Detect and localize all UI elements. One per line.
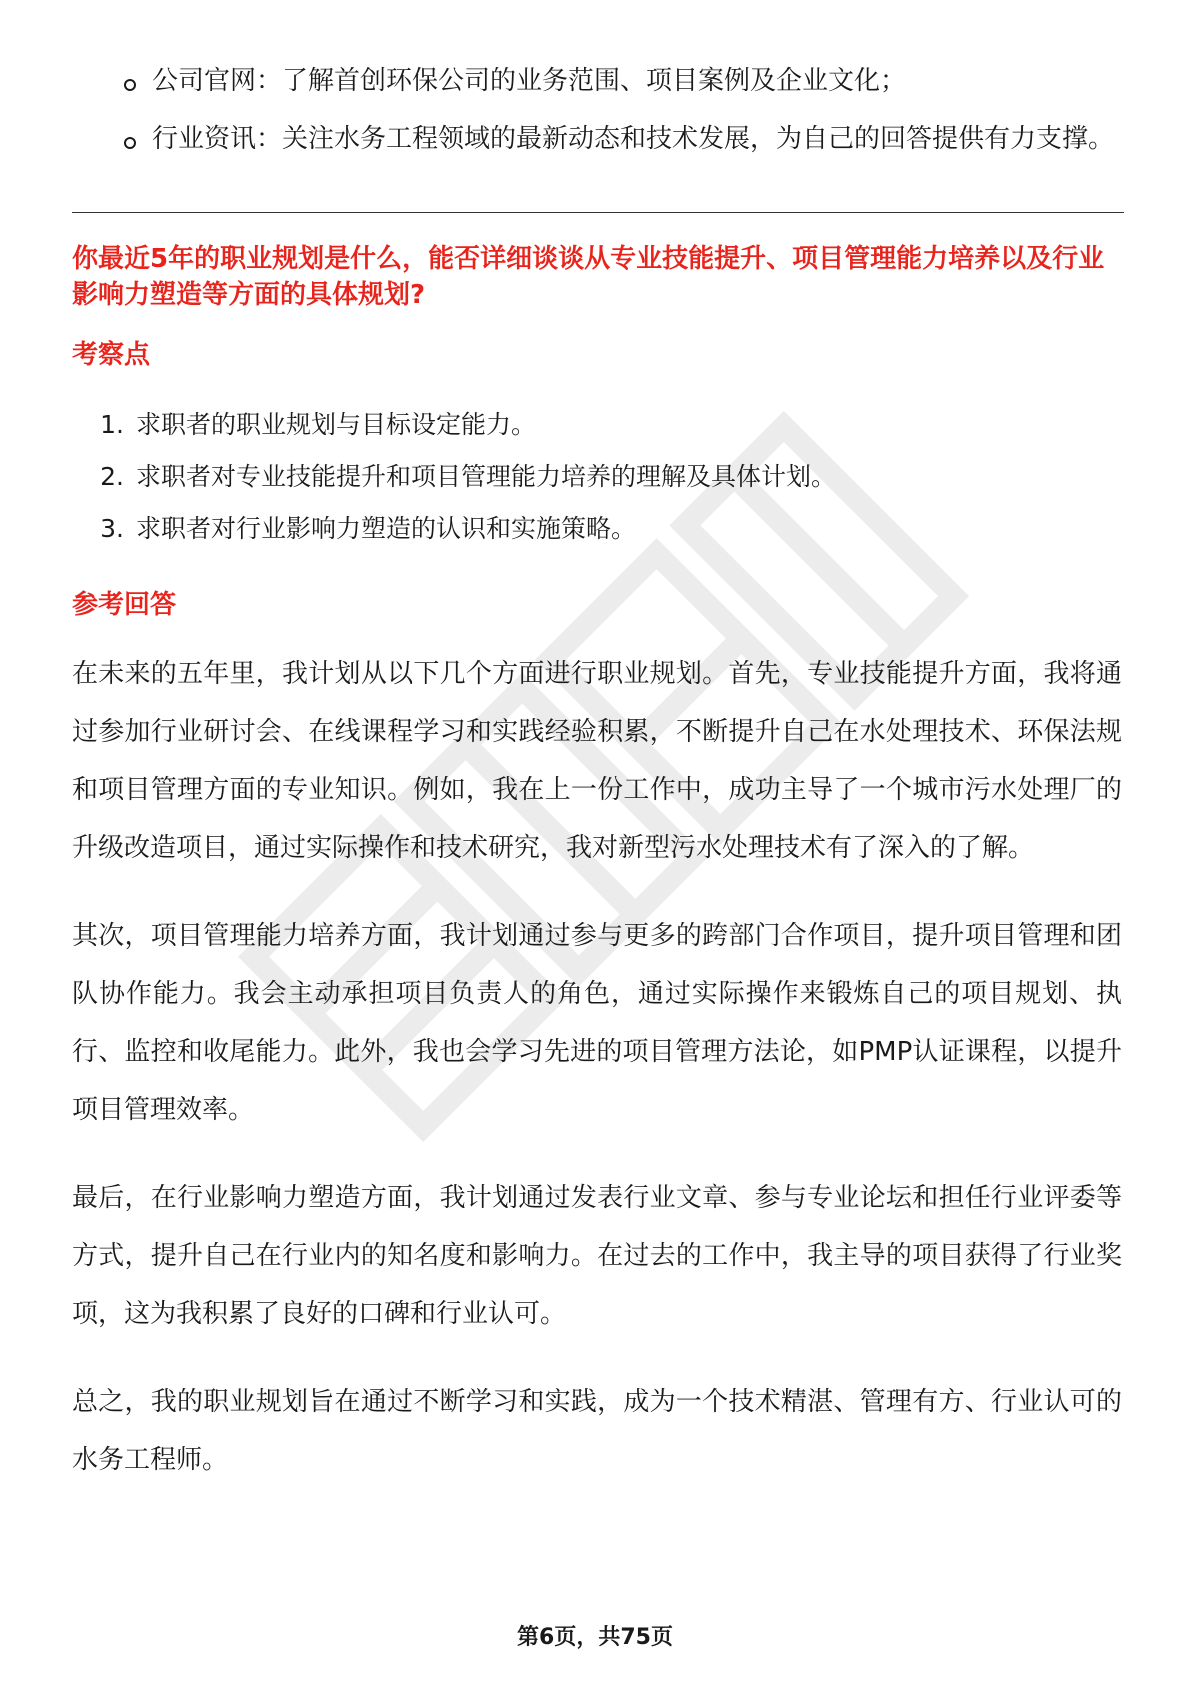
list-item-text: 公司官网：了解首创环保公司的业务范围、项目案例及企业文化；	[152, 66, 907, 96]
hollow-circle-bullet-icon	[124, 79, 136, 91]
answer-paragraph: 总之，我的职业规划旨在通过不断学习和实践，成为一个技术精湛、管理有方、行业认可的水务工程师。	[72, 1387, 1122, 1475]
list-item-text: 行业资讯：关注水务工程领域的最新动态和技术发展，为自己的回答提供有力支撑。	[152, 124, 1115, 154]
answer-paragraph: 在未来的五年里，我计划从以下几个方面进行职业规划。首先，专业技能提升方面，我将通过参加行业研讨会、在线课程学习和实践经验积累，不断提升自己在水处理技术、环保法规和项目管理方面的专业知识。例如，我在上一份工作中，成功主导了一个城市污水处理厂的升级改造项目，通过实际操作和技术研究，我对新型污水处理技术有了深入的了解。	[72, 659, 1122, 863]
section-divider	[72, 212, 1124, 213]
list-item	[72, 399, 1122, 451]
list-item-text: 求职者对专业技能提升和项目管理能力培养的理解及具体计划。	[136, 462, 837, 491]
list-item	[72, 503, 1122, 555]
focus-heading: 考察点	[72, 340, 151, 370]
page-content	[72, 52, 1122, 1489]
answer-paragraph: 最后，在行业影响力塑造方面，我计划通过发表行业文章、参与专业论坛和担任行业评委等方式，提升自己在行业内的知名度和影响力。在过去的工作中，我主导的项目获得了行业奖项，这为我积累了良好的口碑和行业认可。	[72, 1183, 1122, 1329]
resource-list	[72, 52, 1122, 168]
answer-heading: 参考回答	[72, 590, 177, 620]
list-item	[152, 52, 1122, 110]
page-number: 第6页，共75页	[517, 1625, 673, 1650]
hollow-circle-bullet-icon	[124, 137, 136, 149]
list-item-text: 求职者的职业规划与目标设定能力。	[136, 410, 537, 439]
list-item	[72, 451, 1122, 503]
list-number: 2.	[100, 462, 124, 491]
answer-paragraph: 其次，项目管理能力培养方面，我计划通过参与更多的跨部门合作项目，提升项目管理和团队协作能力。我会主动承担项目负责人的角色，通过实际操作来锻炼自己的项目规划、执行、监控和收尾能力。此外，我也会学习先进的项目管理方法论，如PMP认证课程，以提升项目管理效率。	[72, 921, 1122, 1125]
list-number: 3.	[100, 514, 124, 543]
focus-list	[72, 399, 1122, 555]
question-title: 你最近5年的职业规划是什么，能否详细谈谈从专业技能提升、项目管理能力培养以及行业影响力塑造等方面的具体规划?	[72, 244, 1105, 310]
list-item-text: 求职者对行业影响力塑造的认识和实施策略。	[136, 514, 637, 543]
list-item	[152, 110, 1122, 168]
list-number: 1.	[100, 410, 124, 439]
